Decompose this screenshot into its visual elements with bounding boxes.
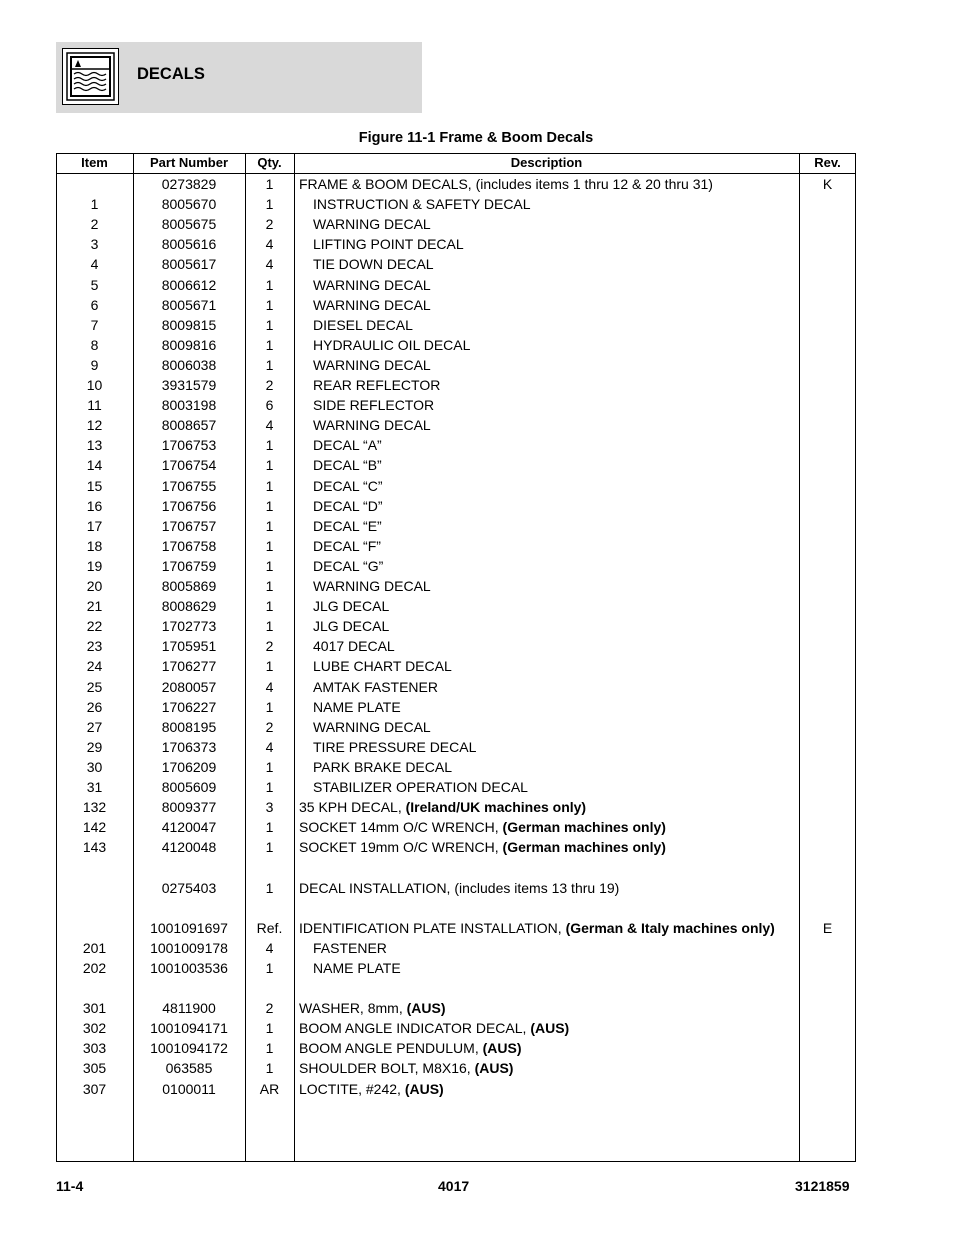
quantity: 1	[265, 578, 274, 594]
item-number: 18	[86, 537, 103, 554]
description-text: WARNING DECAL	[313, 276, 431, 293]
part-number: 1705951	[161, 638, 217, 655]
item-number: 7	[90, 316, 99, 333]
description-text: NAME PLATE	[313, 698, 401, 715]
quantity: 1	[265, 758, 274, 775]
item-number: 24	[86, 658, 103, 675]
item-number: 13	[86, 437, 103, 454]
column-header-qty: Qty.	[257, 155, 282, 170]
part-number: 8008657	[161, 417, 217, 434]
part-number: 8003198	[161, 397, 217, 414]
description	[313, 216, 431, 232]
description-text: IDENTIFICATION PLATE INSTALLATION,	[299, 919, 566, 936]
description-text: SHOULDER BOLT, M8X16,	[299, 1060, 475, 1077]
part-number: 4811900	[162, 1000, 216, 1017]
description	[313, 618, 389, 634]
part-number: 1706755	[161, 477, 217, 494]
figure-title-text: Figure 11-1 Frame & Boom Decals	[358, 130, 594, 146]
quantity: AR	[259, 1080, 280, 1097]
part-number: 1001091697	[150, 919, 228, 936]
description-text: INSTRUCTION & SAFETY DECAL	[313, 196, 531, 213]
description-text: LIFTING POINT DECAL	[313, 236, 464, 253]
quantity: 1	[265, 437, 274, 454]
description	[313, 317, 413, 333]
item-number: 16	[86, 497, 103, 514]
description	[299, 1020, 569, 1036]
description-text: DECAL “G”	[313, 557, 384, 574]
item-number: 132	[82, 799, 107, 816]
footer-page-number: 11-4	[56, 1178, 84, 1194]
quantity: 1	[265, 517, 274, 534]
description-text: LOCTITE, #242,	[299, 1080, 405, 1097]
description-text: DECAL “D”	[313, 497, 383, 514]
part-number: 0275403	[161, 879, 217, 896]
quantity: 2	[265, 718, 274, 735]
quantity: 1	[265, 658, 274, 675]
column-header-rev: Rev.	[814, 155, 841, 170]
description-text: SOCKET 14mm O/C WRENCH,	[299, 819, 503, 836]
quantity: 1	[265, 477, 274, 494]
description	[313, 277, 431, 293]
part-number: 4120047	[161, 819, 217, 836]
quantity: 1	[265, 618, 274, 635]
description-text: PARK BRAKE DECAL	[313, 758, 453, 775]
quantity: 1	[265, 779, 274, 795]
description	[313, 457, 382, 473]
description	[313, 518, 382, 534]
quantity: 1	[265, 819, 274, 836]
item-number: 19	[86, 557, 103, 574]
item-number: 202	[82, 959, 107, 976]
part-number: 1706373	[161, 738, 217, 755]
part-number: 8009816	[161, 336, 217, 353]
quantity: 2	[265, 216, 274, 233]
item-number: 9	[90, 356, 99, 373]
header-divider	[56, 173, 856, 174]
item-number: 21	[86, 598, 103, 615]
item-number: 302	[82, 1020, 107, 1037]
figure-title	[0, 130, 954, 146]
quantity: 4	[265, 256, 274, 273]
description-qualifier: (AUS)	[404, 1080, 444, 1097]
column-header-description: Description	[510, 155, 583, 170]
item-number: 303	[82, 1040, 107, 1057]
description	[299, 1081, 444, 1097]
quantity: 1	[265, 1020, 274, 1037]
item-number: 30	[86, 758, 103, 775]
quantity: 1	[265, 879, 274, 896]
description-text: JLG DECAL	[313, 598, 390, 615]
quantity: 4	[265, 678, 274, 695]
description	[313, 297, 431, 313]
description-text: DECAL “F”	[313, 537, 381, 554]
description	[313, 437, 382, 453]
item-number: 17	[86, 517, 103, 534]
quantity: 2	[265, 1000, 274, 1017]
description	[299, 920, 775, 936]
item-number: 26	[86, 698, 103, 715]
column-divider	[799, 153, 800, 1162]
quantity: 4	[265, 417, 274, 434]
description-text: WARNING DECAL	[313, 578, 431, 594]
decal-book-icon	[62, 48, 119, 105]
description	[313, 357, 431, 373]
description	[313, 377, 440, 393]
item-number: 305	[82, 1060, 107, 1077]
item-number: 301	[82, 1000, 107, 1017]
description	[313, 498, 383, 514]
item-number: 31	[86, 779, 103, 795]
description	[299, 1040, 521, 1056]
quantity: 1	[265, 497, 274, 514]
description-text: SOCKET 19mm O/C WRENCH,	[299, 839, 503, 856]
description	[313, 960, 401, 976]
part-number: 1706756	[161, 497, 217, 514]
description	[299, 1060, 513, 1076]
item-number: 5	[90, 276, 99, 293]
description-text: WASHER, 8mm,	[299, 1000, 407, 1017]
item-number: 25	[86, 678, 103, 695]
part-number: 1706277	[161, 658, 217, 675]
part-number: 1702773	[161, 618, 217, 635]
revision: K	[822, 176, 833, 192]
item-number: 143	[82, 839, 107, 856]
description-text: TIE DOWN DECAL	[313, 256, 434, 273]
item-number: 201	[82, 939, 107, 956]
description	[313, 538, 381, 554]
description-text: LUBE CHART DECAL	[313, 658, 452, 675]
description-text: WARNING DECAL	[313, 718, 431, 735]
quantity: 1	[265, 316, 274, 333]
description	[313, 658, 452, 674]
part-number: 8005670	[161, 196, 217, 213]
description	[313, 779, 528, 795]
item-number: 2	[90, 216, 99, 233]
revision: E	[822, 919, 833, 936]
description-qualifier: (AUS)	[406, 1000, 446, 1017]
part-number: 8006038	[161, 356, 217, 373]
item-number: 22	[86, 618, 103, 635]
quantity: 1	[265, 196, 274, 213]
part-number: 063585	[165, 1060, 213, 1077]
quantity: 2	[265, 638, 274, 655]
part-number: 1001094171	[150, 1020, 228, 1037]
item-number: 4	[90, 256, 99, 273]
description-text: HYDRAULIC OIL DECAL	[313, 336, 471, 353]
item-number: 10	[86, 377, 103, 393]
description-qualifier: (AUS)	[530, 1020, 570, 1037]
description-qualifier: (German & Italy machines only)	[565, 919, 775, 936]
description	[299, 839, 666, 855]
part-number: 1706227	[161, 698, 217, 715]
description-text: WARNING DECAL	[313, 216, 431, 233]
part-number: 8005671	[161, 296, 217, 313]
item-number: 27	[86, 718, 103, 735]
part-number: 1706209	[161, 758, 217, 775]
item-number: 29	[86, 738, 103, 755]
description-text: 4017 DECAL	[313, 638, 395, 655]
description-text: JLG DECAL	[313, 618, 390, 635]
item-number: 307	[82, 1080, 107, 1097]
part-number: 1706758	[161, 537, 217, 554]
quantity: 2	[265, 377, 274, 393]
description-text: STABILIZER OPERATION DECAL	[313, 779, 528, 795]
description	[313, 699, 401, 715]
part-number: 1706753	[161, 437, 217, 454]
column-divider	[294, 153, 295, 1162]
description	[313, 598, 389, 614]
description	[299, 880, 619, 896]
part-number: 1706759	[161, 557, 217, 574]
description	[313, 196, 531, 212]
description-text: DECAL “E”	[313, 517, 382, 534]
description	[299, 799, 586, 815]
quantity: 6	[265, 397, 274, 414]
description	[299, 819, 666, 835]
section-title: DECALS	[137, 65, 205, 83]
description	[313, 236, 464, 252]
part-number: 8009815	[161, 316, 217, 333]
description-text: DIESEL DECAL	[313, 316, 413, 333]
part-number: 1001009178	[150, 939, 228, 956]
description	[313, 739, 476, 755]
description-text: FRAME & BOOM DECALS, (includes items 1 thru 12 & 20 thru 31)	[299, 176, 713, 192]
description	[313, 256, 434, 272]
description	[299, 176, 713, 192]
part-number: 8005617	[161, 256, 217, 273]
description	[313, 719, 431, 735]
quantity: Ref.	[256, 919, 283, 936]
description-text: SIDE REFLECTOR	[313, 397, 435, 414]
part-number: 8005675	[161, 216, 217, 233]
description-qualifier: (Ireland/UK machines only)	[405, 799, 587, 816]
quantity: 1	[265, 557, 274, 574]
quantity: 1	[265, 537, 274, 554]
description-text: BOOM ANGLE INDICATOR DECAL,	[299, 1020, 531, 1037]
part-number: 1001094172	[150, 1040, 228, 1057]
description-text: DECAL “A”	[313, 437, 382, 454]
part-number: 3931579	[161, 377, 217, 393]
item-number: 20	[86, 578, 103, 594]
footer-model: 4017	[438, 1178, 470, 1194]
part-number: 4120048	[161, 839, 217, 856]
quantity: 1	[265, 296, 274, 313]
part-number: 8005616	[161, 236, 217, 253]
quantity: 1	[265, 176, 274, 192]
part-number: 8005609	[161, 779, 217, 795]
item-number: 23	[86, 638, 103, 655]
item-number: 1	[90, 196, 99, 213]
column-header-item: Item	[81, 155, 108, 170]
description-qualifier: (AUS)	[474, 1060, 514, 1077]
description	[299, 1000, 446, 1016]
part-number: 8008629	[161, 598, 217, 615]
quantity: 1	[265, 598, 274, 615]
description-qualifier: (AUS)	[482, 1040, 522, 1057]
item-number: 142	[82, 819, 107, 836]
item-number: 15	[86, 477, 103, 494]
description	[313, 417, 431, 433]
description-text: 35 KPH DECAL,	[299, 799, 406, 816]
item-number: 3	[90, 236, 99, 253]
description-text: FASTENER	[313, 939, 387, 956]
description-text: BOOM ANGLE PENDULUM,	[299, 1040, 483, 1057]
quantity: 1	[265, 959, 274, 976]
description	[313, 578, 431, 594]
quantity: 1	[265, 698, 274, 715]
description-text: WARNING DECAL	[313, 417, 431, 434]
item-number: 6	[90, 296, 99, 313]
part-number: 0100011	[162, 1080, 216, 1097]
quantity: 1	[265, 336, 274, 353]
quantity: 4	[265, 939, 274, 956]
quantity: 1	[265, 839, 274, 856]
quantity: 1	[265, 457, 274, 474]
description	[313, 478, 383, 494]
item-number: 14	[86, 457, 103, 474]
footer-doc-number: 3121859	[795, 1178, 850, 1194]
description	[313, 679, 438, 695]
column-header-part-number: Part Number	[149, 155, 229, 170]
part-number: 2080057	[161, 678, 217, 695]
description-text: NAME PLATE	[313, 959, 401, 976]
description-qualifier: (German machines only)	[502, 839, 666, 856]
description	[313, 638, 395, 654]
description-text: WARNING DECAL	[313, 356, 431, 373]
description	[313, 397, 434, 413]
description-qualifier: (German machines only)	[502, 819, 666, 836]
description-text: DECAL “C”	[313, 477, 383, 494]
part-number: 1001003536	[150, 959, 228, 976]
quantity: 1	[265, 1040, 274, 1057]
description-text: REAR REFLECTOR	[313, 377, 441, 393]
quantity: 1	[265, 1060, 274, 1077]
part-number: 8009377	[161, 799, 217, 816]
quantity: 4	[265, 236, 274, 253]
part-number: 1706754	[161, 457, 217, 474]
description	[313, 759, 452, 775]
description-text: AMTAK FASTENER	[313, 678, 438, 695]
description-text: WARNING DECAL	[313, 296, 431, 313]
item-number: 11	[87, 397, 102, 414]
part-number: 8005869	[161, 578, 217, 594]
part-number: 8008195	[161, 718, 217, 735]
quantity: 1	[265, 276, 274, 293]
quantity: 4	[265, 738, 274, 755]
quantity: 3	[265, 799, 274, 816]
description-text: DECAL INSTALLATION, (includes items 13 thru 19)	[299, 879, 620, 896]
part-number: 1706757	[161, 517, 217, 534]
description	[313, 337, 470, 353]
description-text: TIRE PRESSURE DECAL	[313, 738, 477, 755]
description	[313, 558, 383, 574]
part-number: 8006612	[161, 276, 217, 293]
description-text: DECAL “B”	[313, 457, 382, 474]
item-number: 12	[86, 417, 103, 434]
part-number: 0273829	[161, 176, 217, 192]
description	[313, 940, 387, 956]
item-number: 8	[90, 336, 99, 353]
quantity: 1	[265, 356, 274, 373]
